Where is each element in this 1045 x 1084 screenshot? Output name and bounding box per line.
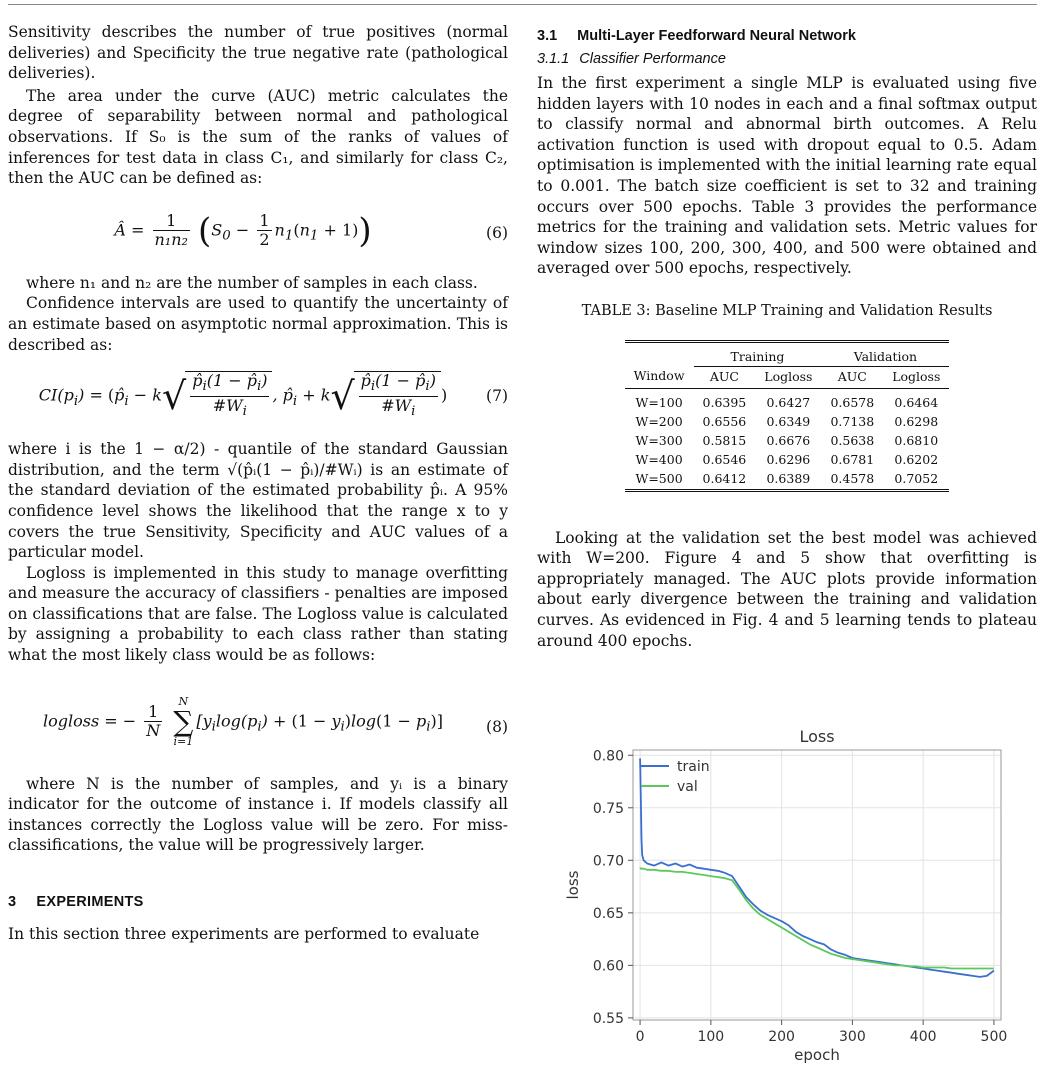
chart-ticks xyxy=(593,748,1007,1045)
left-column xyxy=(8,22,508,945)
cell-val-logloss: 0.6298 xyxy=(894,413,939,429)
table-row xyxy=(625,469,950,491)
chart-legend xyxy=(641,759,710,795)
subsection-title: Multi-Layer Feedforward Neural Network xyxy=(577,28,856,44)
cell-train-logloss: 0.6389 xyxy=(755,469,821,491)
right-column xyxy=(537,22,1037,651)
cell-val-auc: 0.6578 xyxy=(830,394,875,410)
paragraph-logloss: Logloss is implemented in this study to manage overfitting and measure the accuracy of classifiers - penalties are imposed on classifications that are false. The Logloss value is calculated by assigning a probability to each class rather than stating what the most likely class would be as follows: xyxy=(8,563,508,665)
legend-label-train: train xyxy=(677,759,710,775)
paragraph-confidence: Confidence intervals are used to quantify the uncertainty of an estimate based on asymptotic normal approximation. This is described as: xyxy=(8,294,508,354)
paragraph-gaussian: where i is the 1 − α/2) - quantile of the standard Gaussian distribution, and the term √(p̂ᵢ(1 − p̂ᵢ)/#Wᵢ) is an estimate of the standard deviation of the estimated probability p̂ᵢ. A 95% confidence level shows the likelihood that the range x to y covers the true Sensitivity, Specificity and AUC values of a particular model. xyxy=(8,440,508,562)
cell-window: W=200 xyxy=(635,413,683,429)
eq7-number: (7) xyxy=(486,387,508,406)
table-row xyxy=(625,412,950,431)
cell-window: W=500 xyxy=(625,469,694,491)
chart-title: Loss xyxy=(799,727,835,746)
x-tick-label: 400 xyxy=(909,1029,937,1045)
table-row xyxy=(625,450,950,469)
x-tick-label: 200 xyxy=(768,1029,795,1045)
col-header-train-logloss: Logloss xyxy=(755,366,821,388)
col-header-train-auc: AUC xyxy=(694,366,756,388)
cell-val-auc: 0.5638 xyxy=(830,432,875,448)
cell-train-logloss: 0.6349 xyxy=(766,413,811,429)
col-header-window: Window xyxy=(625,366,694,388)
cell-train-auc: 0.6412 xyxy=(694,469,756,491)
subsubsection-title: Classifier Performance xyxy=(579,51,726,67)
cell-train-auc: 0.6546 xyxy=(702,451,747,467)
section-title: EXPERIMENTS xyxy=(36,894,144,911)
cell-val-logloss: 0.6464 xyxy=(894,394,939,410)
cell-val-auc: 0.6781 xyxy=(830,451,875,467)
x-tick-label: 100 xyxy=(697,1029,725,1045)
eq6-lhs: Â xyxy=(114,220,126,240)
page-top-rule xyxy=(8,4,1037,5)
paragraph-best-model: Looking at the validation set the best model was achieved with W=200. Figure 4 and 5 show that overfitting is appropriately managed. The AUC plots provide information about early divergence between the training and validation curves. As evidenced in Fig. 4 and 5 learning tends to plateau around 400 epochs. xyxy=(537,528,1037,650)
eq8-number: (8) xyxy=(486,717,508,736)
subsection-heading xyxy=(537,28,1037,44)
subsection-number: 3.1 xyxy=(537,28,558,44)
equation-7: $CI(p_i)$ = ($p̂_i - k√$ $\frac{p̂_i(1 - p̂_i)}{\#W_i}$ , $p̂_i + k√$ $\frac{p̂_i(1 - p̂_i)}{\#W_i}$ ) (7) xyxy=(38,371,508,420)
cell-window: W=100 xyxy=(635,394,683,410)
paragraph-sensitivity: Sensitivity describes the number of true positives (normal deliveries) and Specificity the true negative rate (pathological deliveries). xyxy=(8,23,508,83)
x-tick-label: 0 xyxy=(635,1029,645,1045)
x-tick-label: 500 xyxy=(980,1029,1008,1045)
y-tick-label: 0.60 xyxy=(592,958,624,975)
subsubsection-heading xyxy=(537,51,1037,67)
cell-train-logloss: 0.6296 xyxy=(766,451,811,467)
paragraph-auc: The area under the curve (AUC) metric calculates the degree of separability between normal and pathological observations. If S₀ is the sum of the ranks of values of inferences for test data in class C₁, and similarly for class C₂, then the AUC can be defined as: xyxy=(8,86,508,188)
section-heading-experiments xyxy=(8,894,508,910)
y-tick-label: 0.70 xyxy=(592,853,624,870)
eq6-number: (6) xyxy=(486,223,508,242)
cell-train-auc: 0.6556 xyxy=(702,413,747,429)
loss-chart xyxy=(555,722,1015,1072)
cell-val-auc: 0.4578 xyxy=(821,469,883,491)
legend-label-val: val xyxy=(677,779,698,795)
cell-window: W=300 xyxy=(635,432,683,448)
cell-train-auc: 0.6395 xyxy=(702,394,747,410)
section-number: 3 xyxy=(8,894,17,911)
cell-train-logloss: 0.6427 xyxy=(766,394,811,410)
cell-val-auc: 0.7138 xyxy=(830,413,875,429)
subsubsection-number: 3.1.1 xyxy=(537,51,570,67)
y-tick-label: 0.80 xyxy=(592,748,624,765)
cell-train-logloss: 0.6676 xyxy=(766,432,811,448)
cell-val-logloss: 0.6202 xyxy=(894,451,939,467)
col-header-val-logloss: Logloss xyxy=(883,366,949,388)
paragraph-mlp-setup: In the first experiment a single MLP is evaluated using five hidden layers with 10 nodes in each and a final softmax output to classify normal and abnormal birth outcomes. A Relu activation function is used with dropout equal to 0.5. Adam optimisation is implemented with the initial learning rate equal to 0.001. The batch size coefficient is set to 32 and training occurs over 500 epochs. Table 3 provides the performance metrics for the training and validation sets. Metric values for window sizes 100, 200, 300, 400, and 500 were obtained and averaged over 500 epochs, respectively. xyxy=(537,74,1037,278)
cell-window: W=400 xyxy=(635,451,683,467)
group-header-validation: Validation xyxy=(821,341,949,366)
chart-ylabel: loss xyxy=(564,870,582,900)
series-line-val xyxy=(640,868,994,969)
table-caption: TABLE 3: Baseline MLP Training and Validation Results xyxy=(581,302,993,319)
group-header-training: Training xyxy=(694,341,822,366)
col-header-val-auc: AUC xyxy=(821,366,883,388)
cell-val-logloss: 0.6810 xyxy=(894,432,939,448)
results-table xyxy=(625,340,950,492)
equation-6: Â = $\frac{1}{\text{n₁n₂}}$ ($S_0$ − $\frac{1}{2}$ $n_1(n_1 + 1)$) (6) xyxy=(114,210,508,251)
paragraph-n-samples-indicator: where N is the number of samples, and yᵢ is a binary indicator for the outcome of instance i. If models classify all instances correctly the Logloss value will be zero. For miss-classifications, the value will be progressively larger. xyxy=(8,774,508,855)
y-tick-label: 0.75 xyxy=(592,800,624,817)
y-tick-label: 0.65 xyxy=(592,905,624,922)
equation-8: logloss = − $\frac{1}{N}$ N ∑ i=1 $[y_i\log(p_i) + (1 - y_i)\log(1 - p_i)]$ (8) xyxy=(42,694,508,748)
chart-xlabel: epoch xyxy=(794,1046,840,1064)
cell-val-logloss: 0.7052 xyxy=(883,469,949,491)
table-row xyxy=(625,388,950,412)
x-tick-label: 300 xyxy=(839,1029,866,1045)
paragraph-n-samples: where n₁ and n₂ are the number of samples in each class. xyxy=(26,273,478,292)
paragraph-experiments-intro: In this section three experiments are performed to evaluate xyxy=(8,925,480,944)
cell-train-auc: 0.5815 xyxy=(702,432,747,448)
y-tick-label: 0.55 xyxy=(592,1010,624,1027)
table-row xyxy=(625,431,950,450)
